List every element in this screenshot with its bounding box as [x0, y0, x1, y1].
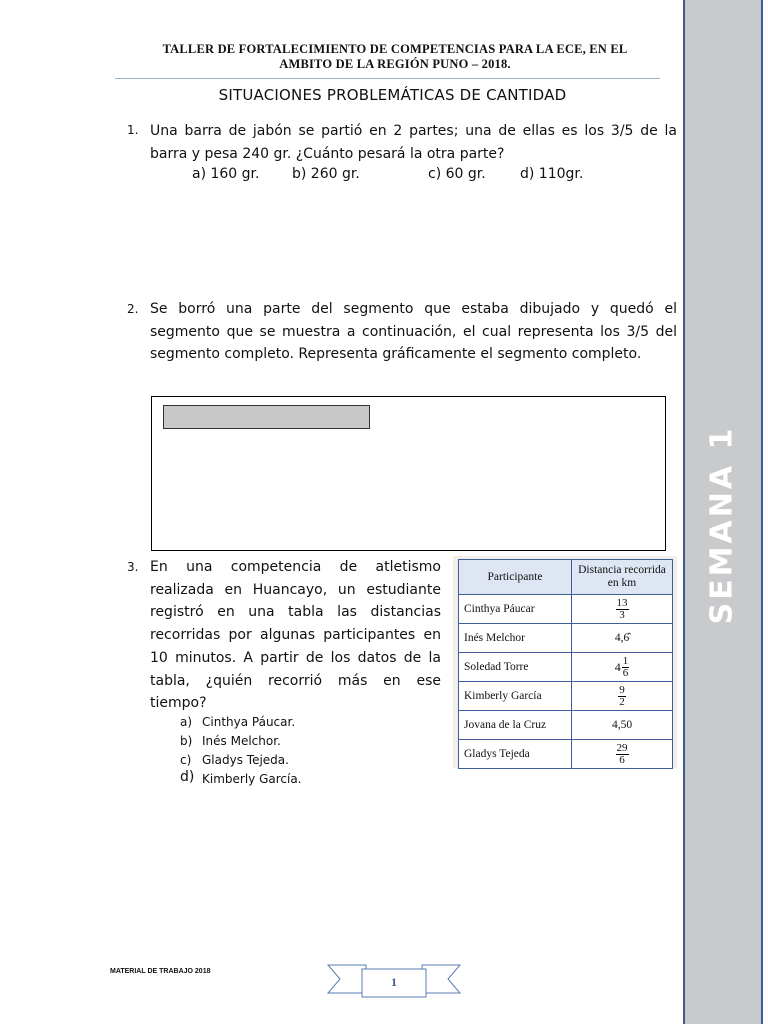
question-2-text: Se borró una parte del segmento que estaba dibujado y quedó el segmento que se muestra a continuación, el cual representa los 3/5 del segmento completo. Representa gráficamente el segmento completo.	[150, 301, 677, 362]
fraction-denominator: 3	[619, 608, 625, 621]
option-label: c)	[180, 753, 192, 767]
option-label: a)	[180, 715, 193, 729]
fraction-numerator: 13	[616, 596, 628, 609]
fraction	[622, 656, 630, 679]
option-label: b)	[180, 734, 193, 748]
mixed-number	[615, 656, 630, 679]
fraction	[616, 598, 629, 621]
fraction-numerator: 1	[622, 654, 629, 667]
participant-name: Soledad Torre	[459, 653, 572, 682]
fraction	[618, 685, 626, 708]
question-2-number: 2.	[127, 302, 139, 316]
distance-value	[572, 595, 673, 624]
distance-value: 4,6̂	[572, 624, 673, 653]
question-1-text: Una barra de jabón se partió en 2 partes; una de ellas es los 3/5 de la barra y pesa 240 gr. ¿Cuánto pesará la otra parte?	[150, 123, 677, 162]
question-3-number: 3.	[127, 560, 139, 574]
table-row	[459, 595, 673, 624]
question-3-option-a[interactable]	[180, 713, 302, 732]
question-3-options	[180, 713, 302, 789]
distance-value	[572, 682, 673, 711]
header-participant: Participante	[459, 560, 572, 595]
question-1-option-d: d) 110gr.	[520, 166, 584, 182]
question-1-option-a: a) 160 gr.	[192, 166, 260, 182]
participant-name: Gladys Tejeda	[459, 740, 572, 769]
fraction-denominator: 2	[619, 695, 625, 708]
distance-value	[572, 653, 673, 682]
segment-bar	[163, 405, 370, 429]
question-3-text: En una competencia de atletismo realizada en Huancayo, un estudiante registró en una tabla las distancias recorridas por algunas participantes en 10 minutos. A partir de los datos de la tabla, ¿quién recorrió más en ese tiempo?	[150, 559, 441, 712]
table-row	[459, 653, 673, 682]
week-label: SEMANA 1	[704, 425, 740, 625]
participant-name: Jovana de la Cruz	[459, 711, 572, 740]
option-label: d)	[180, 769, 195, 785]
header-distance: Distancia recorrida en km	[572, 560, 673, 595]
question-1-number: 1.	[127, 123, 139, 137]
distance-value: 4,50	[572, 711, 673, 740]
distance-table-container	[453, 556, 677, 768]
question-1-options	[0, 166, 768, 188]
page-number: 1	[391, 975, 397, 989]
option-text: Cinthya Páucar.	[202, 715, 296, 729]
participant-name: Kimberly García	[459, 682, 572, 711]
question-1-option-c: c) 60 gr.	[428, 166, 486, 182]
option-text: Gladys Tejeda.	[202, 753, 289, 767]
header-line-1: TALLER DE FORTALECIMIENTO DE COMPETENCIAS PARA LA ECE, EN EL	[162, 42, 628, 56]
fraction-numerator: 29	[616, 741, 628, 754]
table-header-row	[459, 560, 673, 595]
table-row	[459, 682, 673, 711]
fraction	[616, 743, 629, 766]
participant-name: Inés Melchor	[459, 624, 572, 653]
table-row	[459, 624, 673, 653]
participant-name: Cinthya Páucar	[459, 595, 572, 624]
document-header	[110, 42, 680, 72]
header-divider	[115, 78, 660, 79]
option-text: Inés Melchor.	[202, 734, 281, 748]
table-row	[459, 740, 673, 769]
footer-text: MATERIAL DE TRABAJO 2018	[110, 968, 211, 975]
section-title: SITUACIONES PROBLEMÁTICAS DE CANTIDAD	[218, 86, 567, 104]
distance-table	[458, 559, 673, 769]
question-3-option-b[interactable]	[180, 732, 302, 751]
mixed-whole: 4	[614, 659, 621, 674]
fraction-denominator: 6	[619, 753, 625, 766]
question-3-option-d[interactable]	[180, 770, 302, 789]
distance-value	[572, 740, 673, 769]
table-row	[459, 711, 673, 740]
question-1-option-b: b) 260 gr.	[292, 166, 360, 182]
fraction-numerator: 9	[619, 683, 625, 696]
option-text: Kimberly García.	[202, 772, 302, 786]
fraction-denominator: 6	[622, 666, 629, 679]
header-line-2: AMBITO DE LA REGIÓN PUNO – 2018.	[279, 57, 511, 71]
question-3-option-c[interactable]	[180, 751, 302, 770]
